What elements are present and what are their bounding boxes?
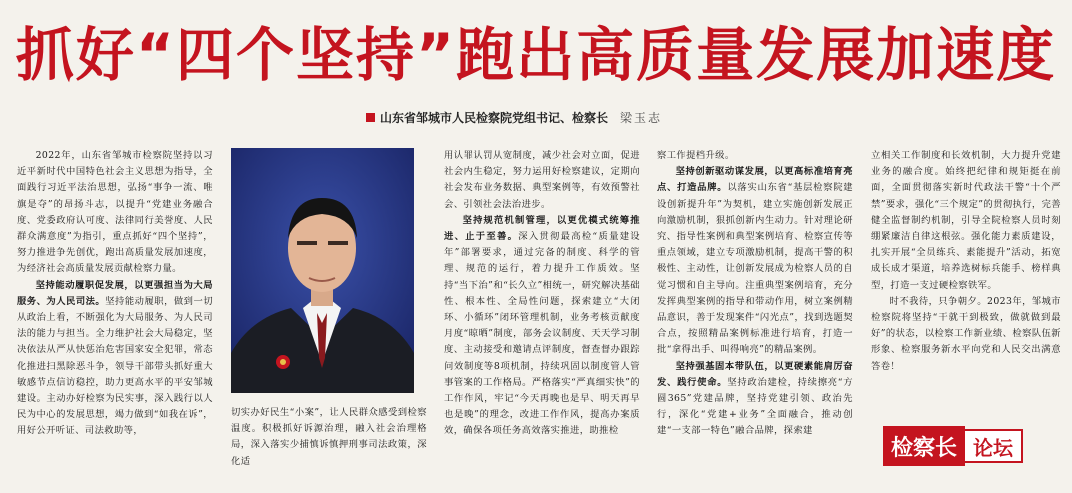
text-column-1 [17, 148, 213, 493]
paragraph [657, 148, 853, 164]
paragraph [657, 359, 853, 440]
paragraph [17, 278, 213, 440]
paragraph-heading: 坚持创新驱动谋发展，以更高标准培育亮点、打造品牌。 [657, 166, 853, 194]
paragraph-heading: 坚持强基固本带队伍，以更硬素能肩厉奋发、践行使命。 [657, 360, 853, 388]
headline: 抓好“四个坚持”跑出高质量发展加速度 [15, 21, 1057, 89]
byline-affiliation: 山东省邹城市人民检察院党组书记、检察长 [380, 110, 609, 125]
text-column-2 [231, 405, 427, 493]
column-logo-left: 检察长 [883, 426, 965, 466]
paragraph [444, 213, 640, 440]
paragraph-text: 察工作提档升级。 [657, 150, 735, 161]
paragraph-text: 坚持政治建检，持续擦亮“方圆365”党建品牌，坚持党建引领、政治先行，深化“党建+业务”全面融合，推动创建“一支部一特色”融合品牌，探索建 [657, 376, 853, 437]
author-portrait [231, 148, 414, 393]
paragraph-text: 切实办好民生“小案”，让人民群众感受到检察温度。积极抓好诉源治理，融入社会治理格局，深入落实少捕慎诉慎押刑事司法政策，深化适 [231, 407, 427, 467]
text-column-3 [444, 148, 640, 493]
paragraph [444, 148, 640, 213]
paragraph-text: 立相关工作制度和长效机制，大力提升党建业务的融合度。始终把纪律和规矩挺在前面，全面贯彻落实新时代政法干警“十个严禁”要求，强化“三个规定”的贯彻执行，完善健全监督制约机制，引导全院检察人员时刻绷紧廉洁自律这根弦。强化能力素质建设，扎实开展“全员练兵、素能提升”活动，拓宽成长成才渠道，培养选树标兵能手、榜样典型，打造一支过硬检察铁军。 [871, 150, 1061, 291]
red-square-icon [366, 113, 375, 122]
byline [366, 108, 662, 126]
column-logo-right: 论坛 [963, 429, 1023, 463]
paragraph-text: 深入贯彻最高检“质量建设年”部署要求，通过完备的制度、科学的管理、规范的运行，着力提升工作质效。坚持“当下治”和“长久立”相统一，研究解决基础性、根本性、全局性问题，探索建立“大闭环、小循环”闭环管理机制，业务考核贡献度月度“晾晒”制度，部务会议制度、天天学习制度、主动接受和邀请点评制度，督查督办跟踪问效制度等8项机制，持续巩固以制度管人管事管案的工作格局。严格落实“严真细实快”的工作作风，牢记“今天再晚也是早、明天再早也是晚”的理念，改进工作作风，提高办案质效，确保各项任务高效落实推进，助推检 [444, 231, 640, 437]
paragraph-text: 以落实山东省“基层检察院建设创新提升年”为契机，建立实施创新发展正向激励机制，狠抓创新内生动力。针对理论研究、指导性案例和典型案例培育、检察宣传等重点领域，建立专项激励机制，提高干警的积极性、主动性，让创新发展成为检察人员的自觉习惯和自主导向。注重典型案例培育，充分发挥典型案例的指导和带动作用，树立案例精品意识，善于发现案件“闪光点”，找到选题契合点，按照精品案例标准进行培育，打造一批“拿得出手、叫得响亮”的精品案例。 [657, 182, 853, 356]
text-column-5 [871, 148, 1061, 408]
paragraph [231, 405, 427, 470]
paragraph-text: 用认罪认罚从宽制度，减少社会对立面，促进社会内生稳定，努力运用好检察建议，定期向社会发布业务数据、典型案例等，有效预警社会、引领社会法治进步。 [444, 150, 640, 210]
paragraph [871, 148, 1061, 294]
text-column-4 [657, 148, 853, 493]
paragraph [871, 294, 1061, 375]
paragraph-heading: 坚持规范机制管理，以更优模式统筹推进、止于至善。 [444, 214, 640, 243]
paragraph [657, 164, 853, 358]
paragraph [17, 148, 213, 278]
column-logo [883, 423, 1059, 469]
paragraph-text: 坚持能动履职，做到一切从政治上看，不断强化为大局服务、为人民司法的能力与担当。全力维护社会大局稳定，坚决依法从严从快惩治危害国家安全犯罪，常态化推进扫黑除恶斗争，领导干部带头抓好重大敏感节点信访稳控，助力更高水平的平安邹城建设。主动办好检察为民实事，深入践行以人民为中心的发展思想，竭力做到“如我在诉”，用好公开听证、司法救助等， [17, 295, 213, 437]
byline-author: 梁玉志 [620, 110, 663, 125]
paragraph-text: 2022年，山东省邹城市检察院坚持以习近平新时代中国特色社会主义思想为指导，全面践行习近平法治思想，弘扬“事争一流、唯旗是夺”的昂扬斗志，以提升“党建业务融合度、党委政府认可度、法律同行美誉度、人民群众满意度”为指引，重点抓好“四个坚持”，努力推进争先创优，跑出高质量发展加速度，为经济社会高质量发展贡献检察力量。 [17, 150, 213, 275]
paragraph-text: 时不我待，只争朝夕。2023年，邹城市检察院将坚持“干就干到极致，做就做到最好”的状态，以检察工作新业绩、检察队伍新形象、检察服务新水平向党和人民交出满意答卷！ [871, 295, 1061, 372]
paragraph-heading: 坚持能动履职促发展，以更强担当为大局服务、为人民司法。 [17, 279, 213, 307]
